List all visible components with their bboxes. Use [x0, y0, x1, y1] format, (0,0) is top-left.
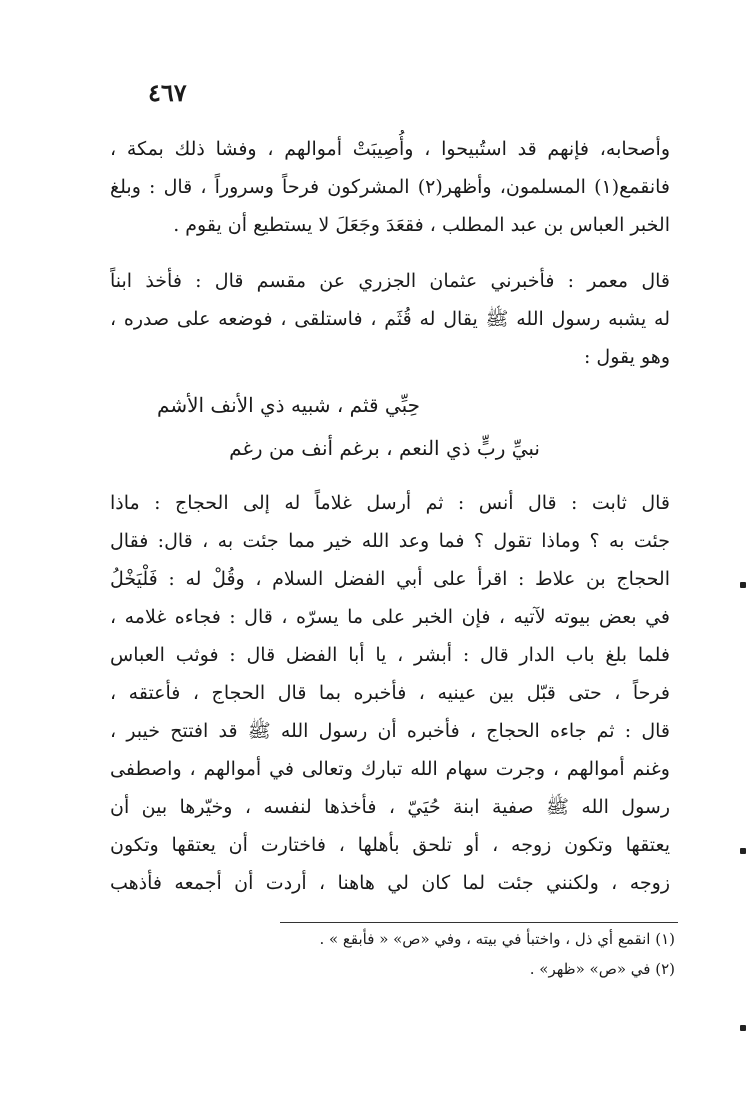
text-line: وهو يقول :: [583, 346, 670, 368]
text-line: جئت به ؟ وماذا تقول ؟ فما وعد الله خير مما جئت به ، قال: فقال: [110, 530, 670, 552]
text-line: له يشبه رسول الله ﷺ يقال له قُثَم ، فاستلقى ، فوضعه على صدره ،: [110, 308, 670, 330]
footnote-2: (٢) في «ص» «ظهر» .: [529, 960, 675, 978]
text-line: قال : ثم جاءه الحجاج ، فأخبره أن رسول الله ﷺ قد افتتح خيبر ،: [110, 720, 670, 742]
text-line: فانقمع(١) المسلمون، وأظهر(٢) المشركون فرحاً وسروراً ، قال : وبلغ: [110, 176, 670, 198]
text-line: وأصحابه، فإنهم قد استُبيحوا ، وأُصِيبَتْ أموالهم ، وفشا ذلك بمكة ،: [110, 138, 670, 160]
verse-line-1: حِبِّي قثم ، شبيه ذي الأنف الأشم: [157, 393, 420, 417]
margin-mark: [740, 582, 746, 588]
text-line: زوجه ، ولكنني جئت لما كان لي هاهنا ، أردت أن أجمعه فأذهب: [110, 872, 670, 894]
margin-mark: [740, 848, 746, 854]
text-line: فلما بلغ باب الدار قال : أبشر ، يا أبا الفضل قال : فوثب العباس: [110, 644, 670, 666]
text-line: وغنم أموالهم ، وجرت سهام الله تبارك وتعالى في أموالهم ، واصطفى: [110, 758, 670, 780]
verse-line-2: نبيِّ ربٍّ ذي النعم ، برغم أنف من رغم: [229, 436, 540, 460]
text-line: الحجاج بن علاط : اقرأ على أبي الفضل السلام ، وقُلْ له : فَلْيَخْلُ: [110, 568, 670, 590]
text-line: يعتقها وتكون زوجه ، أو تلحق بأهلها ، فاختارت أن يعتقها وتكون: [110, 834, 670, 856]
text-line: قال ثابت : قال أنس : ثم أرسل غلاماً له إلى الحجاج : ماذا: [110, 492, 670, 514]
text-line: قال معمر : فأخبرني عثمان الجزري عن مقسم قال : فأخذ ابناً: [110, 270, 670, 292]
text-line: فرحاً ، حتى قبّل بين عينيه ، فأخبره بما قال الحجاج ، فأعتقه ،: [110, 682, 670, 704]
footnote-1: (١) انقمع أي ذل ، واختبأ في بيته ، وفي «ص» « فأبقع » .: [319, 930, 675, 948]
paragraph-2: [110, 262, 670, 376]
paragraph-3: [110, 484, 670, 902]
footnote-divider: [280, 922, 678, 923]
text-line: رسول الله ﷺ صفية ابنة حُيَيّ ، فأخذها لنفسه ، وخيّرها بين أن: [110, 796, 670, 818]
text-line: في بعض بيوته لآتيه ، فإن الخبر على ما يسرّه ، قال : فجاءه غلامه ،: [110, 606, 670, 628]
paragraph-1: [110, 130, 670, 244]
margin-mark: [740, 1025, 746, 1031]
text-line: الخبر العباس بن عبد المطلب ، فقعَدَ وجَعَلَ لا يستطيع أن يقوم .: [173, 214, 670, 236]
page-number: ٤٦٧: [148, 78, 187, 107]
